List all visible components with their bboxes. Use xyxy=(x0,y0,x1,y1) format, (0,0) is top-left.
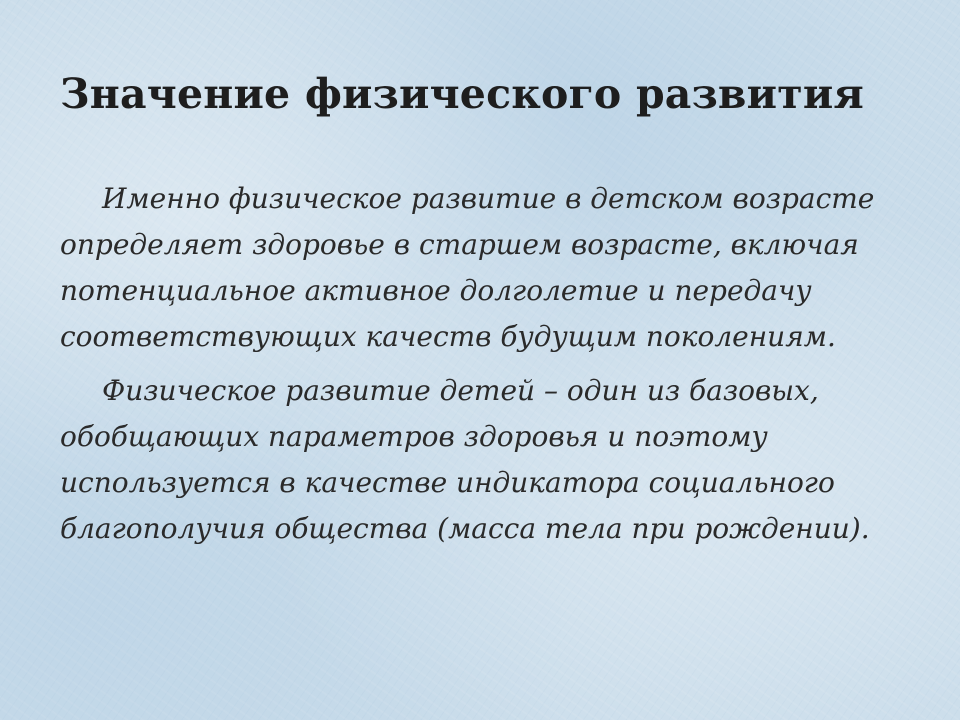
slide-title: Значение физического развития xyxy=(60,70,864,118)
slide-body xyxy=(60,176,910,560)
paragraph-2: Физическое развитие детей – один из базовых, обобщающих параметров здоровья и поэтому используется в качестве индикатора социального благополучия общества (масса тела при рождении). xyxy=(60,374,870,545)
paragraph-1: Именно физическое развитие в детском возрасте определяет здоровье в старшем возрасте, включая потенциальное активное долголетие и передачу соответствующих качеств будущим поколениям. xyxy=(60,182,875,353)
